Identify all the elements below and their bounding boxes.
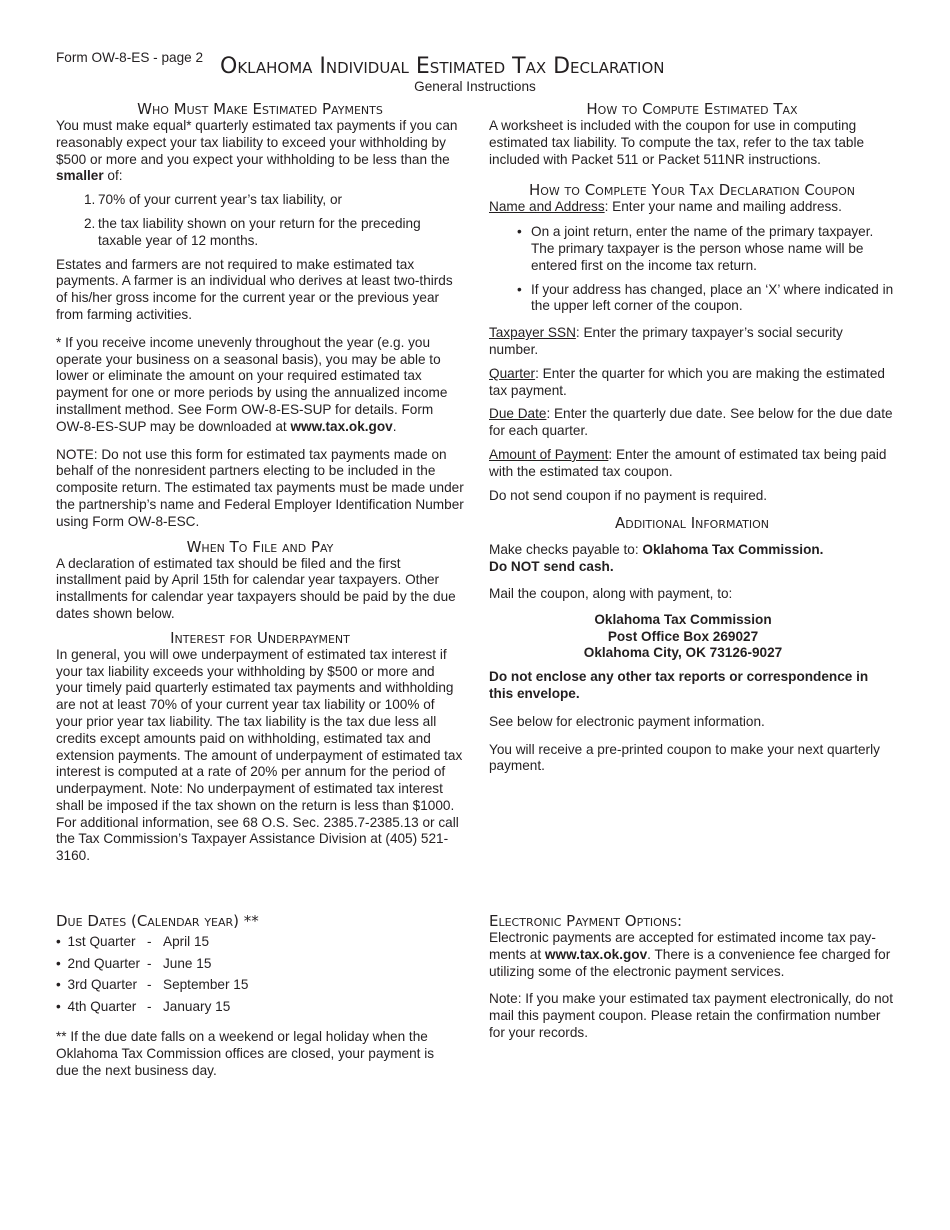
due-date: June 15: [163, 955, 212, 971]
name-address-label: Name and Address: [489, 199, 605, 215]
list-item: [56, 216, 464, 250]
who-intro-text: You must make equal* quarterly estimated tax payments if you can reasonably expect your tax liability to exceed your withholding by $500 or more and you expect your withholding to be less than the: [56, 118, 458, 167]
due-date-label: Due Date: [489, 406, 547, 422]
checks-text: Make checks payable to:: [489, 542, 639, 558]
quarter-line: [489, 366, 895, 400]
who-intro: [56, 118, 464, 185]
list-item-text: the tax liability shown on your return for the preceding taxable year of 12 months.: [98, 215, 421, 248]
no-cash-warning: Do NOT send cash.: [489, 559, 614, 575]
document-subtitle: General Instructions: [414, 79, 536, 94]
estates-farmers-paragraph: Estates and farmers are not required to make estimated tax payments. A farmer is an individual who derives at least two-thirds of his/her gross income for the current year or the previous year from farming activities.: [56, 256, 453, 322]
electronic-reference: See below for electronic payment information.: [489, 713, 765, 729]
amount-label: Amount of Payment: [489, 446, 609, 462]
bullet: •: [56, 977, 61, 992]
quarter-label: 4th Quarter: [67, 998, 137, 1014]
due-date: September 15: [163, 977, 249, 992]
separator: -: [147, 977, 152, 992]
partnership-note: NOTE: Do not use this form for estimated tax payments made on behalf of the nonresident partners electing to be included in the composite return. The estimated tax payments must be made under the partnership’s name and Federal Employer Identification Number using Form OW-8-ESC.: [56, 446, 464, 529]
when-text: A declaration of estimated tax should be filed and the first installment paid by April 15th for calendar year taxpayers. Other installments for calendar year taxpayers should be paid by the due dates shown below.: [56, 555, 456, 621]
due-dates-heading: Due Dates (Calendar year) **: [56, 912, 259, 930]
address-line: Oklahoma Tax Commission: [594, 611, 772, 627]
quarter-text: : Enter the quarter for which you are making the estimated tax payment.: [489, 365, 885, 398]
due-date-line: [489, 406, 895, 440]
interest-heading: Interest for Underpayment: [170, 628, 350, 647]
separator: -: [147, 998, 152, 1014]
electronic-text-post: . There is a convenience fee charged for utilizing some of the electronic payment services.: [489, 946, 891, 979]
form-page-label: Form OW-8-ES - page 2: [56, 50, 204, 65]
additional-heading: Additional Information: [614, 514, 769, 533]
due-date-row: [56, 999, 456, 1021]
mail-instruction: Mail the coupon, along with payment, to:: [489, 585, 733, 601]
enclosure-warning: Do not enclose any other tax reports or correspondence in this envelope.: [489, 669, 869, 701]
address-line: Post Office Box 269027: [607, 628, 759, 644]
electronic-payment-section: [489, 912, 893, 1042]
bullet: •: [56, 934, 61, 949]
ssn-text: : Enter the primary taxpayer’s social security number.: [489, 325, 843, 357]
due-dates-section: [56, 912, 456, 1079]
who-intro-tail: of:: [107, 168, 123, 184]
list-item-text: 70% of your current year’s tax liability, or: [98, 192, 343, 208]
name-address-line: [489, 199, 895, 216]
left-column: [56, 100, 464, 865]
electronic-text-pre: Electronic payments are accepted for estimated income tax pay-ments at: [489, 930, 876, 962]
preprinted-coupon-note: You will receive a pre-printed coupon to make your next quarterly payment.: [489, 741, 880, 774]
due-date-row: [56, 956, 456, 978]
checks-payable: [489, 542, 895, 576]
due-dates-list: [56, 934, 456, 1020]
mailing-address: [489, 612, 895, 662]
document-title: Oklahoma Individual Estimated Tax Declaration: [220, 54, 665, 79]
electronic-note: Note: If you make your estimated tax payment electronically, do not mail this payment coupon. Please retain the confirmation number for your records.: [489, 991, 893, 1040]
bullet: •: [56, 955, 61, 971]
uneven-income-text: * If you receive income unevenly throughout the year (e.g. you operate your business on a seasonal basis), you may be able to lower or eliminate the amount on your required estimated tax payment for one or more periods by using the annualized income installment method. See Form OW-8-ES-SUP for details. Form OW-8-ES-SUP may be downloaded at: [56, 334, 448, 434]
quarter-label: 2nd Quarter: [67, 955, 141, 971]
list-item-text: On a joint return, enter the name of the primary taxpayer. The primary taxpayer is the person whose name will be entered first on the income tax return.: [531, 224, 874, 273]
list-item: [489, 224, 895, 274]
due-date-row: [56, 977, 456, 999]
due-date-footnote: ** If the due date falls on a weekend or legal holiday when the Oklahoma Tax Commission offices are closed, your payment is due the next business day.: [56, 1029, 435, 1078]
name-address-text: : Enter your name and mailing address.: [604, 199, 842, 215]
website-link[interactable]: www.tax.ok.gov: [544, 946, 648, 962]
bullet: •: [56, 998, 61, 1014]
coupon-bullets: [489, 224, 895, 315]
quarter-label: 3rd Quarter: [67, 977, 138, 992]
right-column: [489, 100, 895, 775]
bullet: •: [517, 281, 522, 297]
list-number: 2.: [84, 215, 96, 231]
coupon-heading: How to Complete Your Tax Declaration Coupon: [528, 181, 856, 200]
compute-text: A worksheet is included with the coupon for use in computing estimated tax liability. To compute the tax, refer to the tax table included with Packet 511 or Packet 511NR instructions.: [489, 118, 865, 167]
payee: Oklahoma Tax Commission.: [642, 542, 824, 558]
quarter-label: 1st Quarter: [67, 934, 136, 949]
electronic-heading: Electronic Payment Options:: [489, 912, 683, 930]
interest-text: In general, you will owe underpayment of estimated tax interest if your tax liability exceeds your withholding by $500 or more and your timely paid quarterly estimated tax payments and withholding are not at least 70% of your current year tax liability or 100% of your prior year tax liability. The tax liability is the tax due less all credits except amounts paid on withholding, estimated tax and extension payments. The amount of underpayment of estimated tax interest is computed at a rate of 20% per annum for the period of underpayment. Note: No underpayment of estimated tax interest shall be imposed if the tax shown on the return is less than $1000. For additional information, see 68 O.S. Sec. 2385.7-2385.13 or call the Tax Commission’s Taxpayer Assistance Division at (405) 521-3160.: [56, 646, 463, 864]
electronic-text: [489, 930, 893, 980]
when-to-file-section: [56, 538, 464, 623]
separator: -: [147, 955, 152, 971]
due-date-text: : Enter the quarterly due date. See below for the due date for each quarter.: [489, 406, 893, 439]
amount-text: : Enter the amount of estimated tax being paid with the estimated tax coupon.: [489, 446, 887, 479]
separator: -: [147, 934, 152, 949]
uneven-income-tail: .: [392, 418, 397, 434]
address-line: Oklahoma City, OK 73126-9027: [583, 645, 783, 661]
ssn-label: Taxpayer SSN: [489, 325, 576, 341]
due-date: April 15: [163, 934, 210, 949]
uneven-income-paragraph: [56, 335, 464, 436]
additional-info-section: [489, 514, 895, 775]
who-list: [56, 192, 464, 249]
list-item-text: If your address has changed, place an ‘X’ where indicated in the upper left corner of the coupon.: [531, 281, 894, 314]
who-must-make-section: [56, 100, 464, 531]
due-date: January 15: [163, 998, 231, 1014]
who-heading: Who Must Make Estimated Payments: [137, 100, 383, 118]
when-heading: When To File and Pay: [186, 537, 334, 556]
website-link[interactable]: www.tax.ok.gov: [290, 418, 393, 434]
quarter-label: Quarter: [489, 365, 536, 381]
interest-section: [56, 629, 464, 865]
list-item: [489, 282, 895, 316]
amount-line: [489, 447, 895, 481]
list-number: 1.: [84, 192, 96, 208]
due-date-row: [56, 934, 456, 956]
coupon-section: [489, 181, 895, 504]
compute-heading: How to Compute Estimated Tax: [586, 100, 798, 118]
compute-section: [489, 100, 895, 168]
list-item: [56, 192, 464, 209]
bullet: •: [517, 224, 522, 240]
ssn-line: [489, 325, 895, 359]
who-intro-bold: smaller: [56, 168, 104, 184]
no-payment-note: Do not send coupon if no payment is required.: [489, 487, 768, 503]
